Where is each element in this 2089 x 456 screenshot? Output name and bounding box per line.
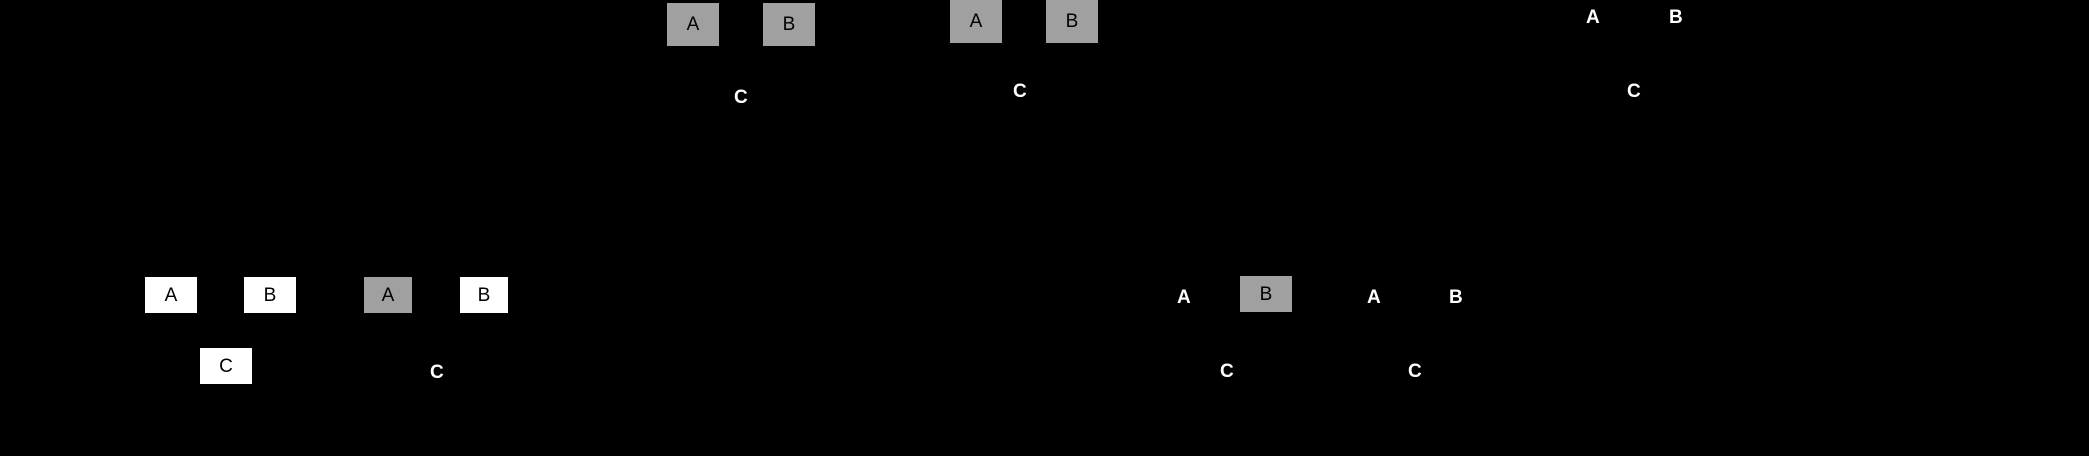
node-group-top-3-c[interactable]: C xyxy=(1627,81,1641,102)
node-group-bottom-4-a[interactable]: A xyxy=(1367,287,1381,308)
node-group-bottom-1-b[interactable]: B xyxy=(244,277,296,313)
node-group-bottom-3-a[interactable]: A xyxy=(1177,287,1191,308)
node-group-bottom-4-b[interactable]: B xyxy=(1449,287,1463,308)
node-group-top-3-a[interactable]: A xyxy=(1586,7,1600,28)
node-group-bottom-4-c[interactable]: C xyxy=(1408,361,1422,382)
node-group-bottom-1-a[interactable]: A xyxy=(145,277,197,313)
node-group-bottom-1-c[interactable]: C xyxy=(200,348,252,384)
node-group-top-2-a[interactable]: A xyxy=(950,0,1002,43)
node-group-bottom-2-a[interactable]: A xyxy=(364,277,412,313)
node-group-top-2-b[interactable]: B xyxy=(1046,0,1098,43)
node-group-top-3-b[interactable]: B xyxy=(1669,7,1683,28)
node-group-bottom-3-b[interactable]: B xyxy=(1240,276,1292,312)
node-group-top-1-b[interactable]: B xyxy=(763,3,815,46)
node-group-top-2-c[interactable]: C xyxy=(1013,81,1027,102)
node-group-bottom-2-b[interactable]: B xyxy=(460,277,508,313)
node-group-top-1-a[interactable]: A xyxy=(667,3,719,46)
node-group-top-1-c[interactable]: C xyxy=(734,87,748,108)
node-group-bottom-2-c[interactable]: C xyxy=(430,362,444,383)
node-group-bottom-3-c[interactable]: C xyxy=(1220,361,1234,382)
